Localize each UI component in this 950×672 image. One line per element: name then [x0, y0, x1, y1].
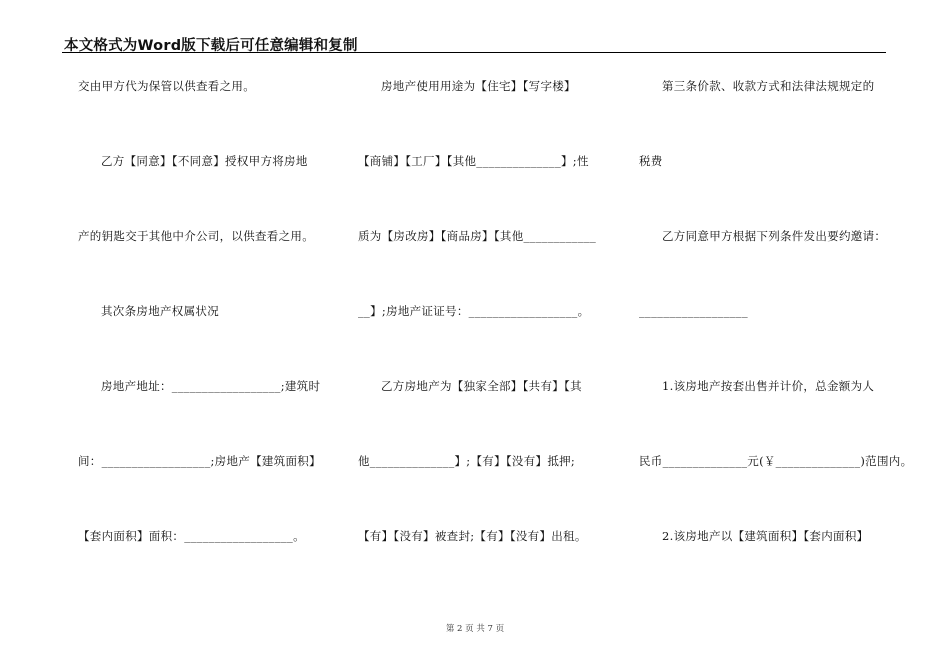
paragraph-line: 乙方【同意】【不同意】授权甲方将房地: [101, 154, 308, 168]
paragraph-line: 2.该房地产以【建筑面积】【套内面积】: [662, 529, 869, 543]
header-divider: [62, 52, 886, 53]
paragraph-line: 乙方同意甲方根据下列条件发出要约邀请：: [662, 229, 887, 243]
paragraph-line: 他______________】;【有】【没有】抵押;: [358, 454, 576, 468]
paragraph-line: 产的钥匙交于其他中介公司，以供查看之用。: [78, 229, 314, 243]
paragraph-line: 【商铺】【工厂】【其他______________】;性: [358, 154, 589, 168]
paragraph-line: 乙方房地产为【独家全部】【共有】【其: [381, 379, 582, 393]
section-heading: 其次条房地产权属状况: [101, 304, 219, 318]
paragraph-line: 交由甲方代为保管以供查看之用。: [78, 79, 255, 93]
paragraph-line: 【有】【没有】被查封;【有】【没有】出租。: [358, 529, 587, 543]
paragraph-line: 民币______________元(￥______________)范围内。: [639, 454, 913, 468]
blank-field-line: __________________: [639, 304, 748, 318]
page-number-footer: 第 2 页 共 7 页: [445, 624, 505, 634]
paragraph-line: 间：__________________;房地产【建筑面积】: [78, 454, 321, 468]
paragraph-line: 税费: [639, 154, 663, 168]
paragraph-line: 【套内面积】面积：__________________。: [78, 529, 305, 543]
paragraph-line: 房地产使用用途为【住宅】【写字楼】: [381, 79, 576, 93]
paragraph-line: 房地产地址：__________________;建筑时: [101, 379, 321, 393]
paragraph-line: 质为【房改房】【商品房】【其他____________: [358, 229, 597, 243]
section-heading: 第三条价款、收款方式和法律法规规定的: [662, 79, 875, 93]
paragraph-line: __】;房地产证证号：__________________。: [358, 304, 590, 318]
paragraph-line: 1.该房地产按套出售并计价，总金额为人: [662, 379, 875, 393]
document-header-title: 本文格式为Word版下载后可任意编辑和复制: [64, 38, 358, 54]
